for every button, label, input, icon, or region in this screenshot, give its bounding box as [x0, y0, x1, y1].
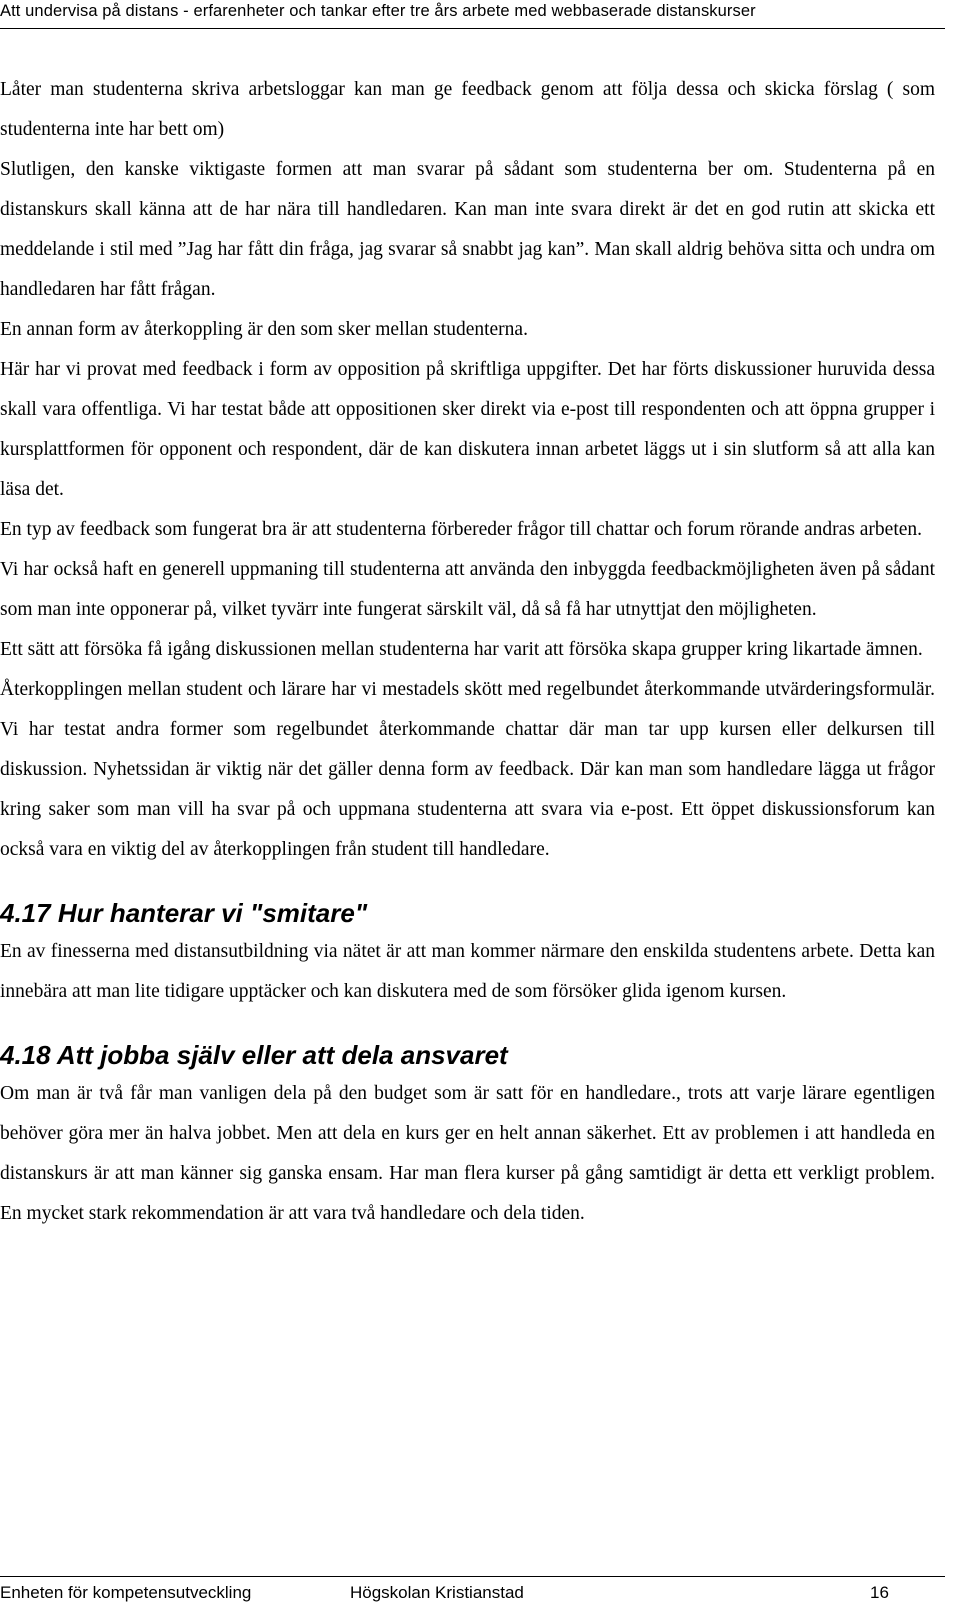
body-paragraph: Här har vi provat med feedback i form av opposition på skriftliga uppgifter. Det har förts diskussioner huruvida dessa skall vara offentliga. Vi har testat både att oppositionen sker direkt via e-post till respondenten och att öppna grupper i kursplattformen för opponent och respondent, där de kan diskutera innan arbetet läggs ut i sin slutform så att alla kan läsa det. — [0, 359, 935, 500]
body-paragraph: En av finesserna med distansutbildning via nätet är att man kommer närmare den enskilda studentens arbete. Detta kan innebära att man lite tidigare upptäcker och kan diskutera med de som försöker glida igenom kursen. — [0, 941, 935, 1002]
running-header: Att undervisa på distans - erfarenheter och tankar efter tre års arbete med webbaserade distanskurser — [0, 2, 756, 20]
section-heading-4-18: 4.18 Att jobba själv eller att dela ansvaret — [0, 1040, 508, 1070]
body-paragraph: En annan form av återkoppling är den som sker mellan studenterna. — [0, 319, 528, 340]
body-paragraph: Ett sätt att försöka få igång diskussionen mellan studenterna har varit att försöka skapa grupper kring likartade ämnen. — [0, 639, 923, 660]
section-heading-4-17: 4.17 Hur hanterar vi "smitare" — [0, 898, 368, 928]
body-paragraph: Om man är två får man vanligen dela på den budget som är satt för en handledare., trots att varje lärare egentligen behöver göra mer än halva jobbet. Men att dela en kurs ger en helt annan säkerhet. Ett av problemen i att handleda en distanskurs är att man känner sig ganska ensam. Har man flera kurser på gång samtidigt är detta ett verkligt problem. En mycket stark rekommendation är att vara två handledare och dela tiden. — [0, 1083, 935, 1224]
body-paragraph: Vi har också haft en generell uppmaning till studenterna att använda den inbyggda feedbackmöjligheten även på sådant som man inte opponerar på, vilket tyvärr inte fungerat särskilt väl, då så få har utnyttjat den möjligheten. — [0, 559, 935, 620]
body-paragraph: Återkopplingen mellan student och lärare har vi mestadels skött med regelbundet återkommande utvärderingsformulär. Vi har testat andra former som regelbundet återkommande chattar där man tar upp kursen eller delkursen till diskussion. Nyhetssidan är viktig när det gäller denna form av feedback. Där kan man som handledare lägga ut frågor kring saker som man vill ha svar på och uppmana studenterna att svara via e-post. Ett öppet diskussionsforum kan också vara en viktig del av återkopplingen från student till handledare. — [0, 679, 935, 860]
body-paragraph: Slutligen, den kanske viktigaste formen att man svarar på sådant som studenterna ber om. Studenterna på en distanskurs skall känna att de har nära till handledaren. Kan man inte svara direkt är det en god rutin att skicka ett meddelande i stil med ”Jag har fått din fråga, jag svarar så snabbt jag kan”. Man skall aldrig behöva sitta och undra om handledaren har fått frågan. — [0, 159, 935, 300]
body-paragraph: En typ av feedback som fungerat bra är att studenterna förbereder frågor till chattar och forum rörande andras arbeten. — [0, 519, 923, 540]
document-body — [0, 70, 935, 1234]
body-paragraph: Låter man studenterna skriva arbetsloggar kan man ge feedback genom att följa dessa och skicka förslag ( som studenterna inte har bett om) — [0, 79, 935, 140]
footer-divider — [0, 1576, 945, 1577]
footer-department: Enheten för kompetensutveckling — [0, 1583, 252, 1602]
footer-institution: Högskolan Kristianstad — [350, 1583, 524, 1602]
page-number: 16 — [870, 1583, 889, 1602]
header-divider — [0, 28, 945, 29]
